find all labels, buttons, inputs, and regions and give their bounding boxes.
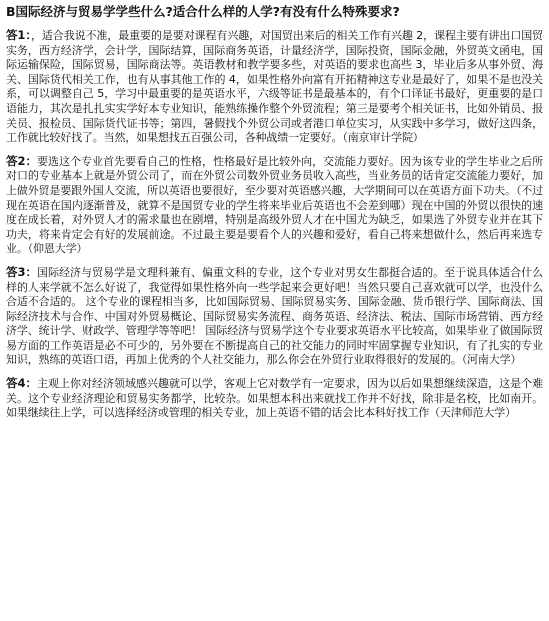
page-title: B国际经济与贸易学学些什么?适合什么样的人学?有没有什么特殊要求? bbox=[6, 4, 400, 19]
answer-label: 答2： bbox=[6, 153, 38, 168]
answer-text: 国际经济与贸易学是文理科兼有、偏重文科的专业，这个专业对男女生都挺合适的。至于说具体适合什么样的人来学就不怎么好说了，我觉得如果性格外向一些学起来会更好吧！当然只要自己喜欢就可以学，也没什么合适不合适的。 这个专业的课程相当多，比如国际贸易、国际贸易实务、国际金融、货币银行学、国际商法、国际经济技术与合作、中国对外贸易概论、国际贸易实务流程、商务英语、经济法、税法、国际市场营销、西方经济学、统计学、财政学、管理学等等吧！ 国际经济与贸易学这个专业要求英语水平比较高，如果毕业了做国际贸易方面的工作英语是必不可少的，另外要在不断提高自己的社交能力的同时牢固掌握专业知识，有了扎实的专业知识，熟练的英语口语，再加上优秀的个人社交能力，那么你会在外贸行业取得很好的发展的。（河南大学） bbox=[6, 265, 543, 367]
answer-label: 答3： bbox=[6, 264, 38, 279]
answer-4 bbox=[6, 376, 543, 421]
answer-text: 主观上你对经济领域感兴趣就可以学，客观上它对数学有一定要求，因为以后如果想继续深造，这是个难关。这个专业经济理论和贸易实务都学，比较杂。如果想本科出来就找工作并不好找，除非是名校，比如南开。如果继续往上学，可以选择经济或管理的相关专业，加上英语不错的话会比本科好找工作（天津师范大学） bbox=[6, 377, 543, 420]
answer-label: 答1： bbox=[6, 28, 31, 42]
divider bbox=[6, 368, 543, 376]
answer-label: 答4： bbox=[6, 376, 38, 391]
divider bbox=[6, 146, 543, 154]
answer-1 bbox=[6, 28, 543, 146]
answer-text: 要选这个专业首先要看自己的性格，性格最好是比较外向，交流能力要好。因为该专业的学生毕业之后所对口的专业基本上就是外贸公司了，而在外贸公司数外贸业务员收入高些，当业务员的话肯定交流能力要好，加上做外贸是要跟外国人交流，所以英语也要很好，至少要对英语感兴趣，大学期间可以在英语方面下功夫。（不过现在英语在国内逐渐普及，就算不是国贸专业的学生将来毕业后英语也不会差到哪）现在中国的外贸以很快的速度在成长着，对外贸人才的需求量也在剧增，特别是高级外贸人才在中国尤为缺乏，如果选了外贸专业并在其下功夫，将来肯定会有好的发展前途。不过最主要是要看个人的兴趣和爱好，看自己将来想做什么，然后再来选专业。（仰恩大学） bbox=[6, 154, 543, 256]
answer-text: ，适合我说不准，最重要的是要对课程有兴趣，对国贸出来后的相关工作有兴趣 2，课程主要有讲出口国贸实务，西方经济学，会计学，国际结算，国际商务英语，计量经济学，国际投资，国际金融，外贸英文函电，国际运输保险，国际贸易，国际商法等。英语教材和教学要多些，对英语的要求也高些 3，毕业后多从事外贸、海关、国际货代相关工作，也有从事其他工作的 4，如果性格外向富有开拓精神这专业是最好了，如果不是也没关系，可以调整自己 5，学习中最重要的是英语水平，六级等证书是最基本的，有个口译证书最好，更重要的是口语能力，其次是扎扎实实学好本专业知识，能熟练操作整个外贸流程；第三是要考个相关证书，比如外销员、报关员、报检员、国际货代证书等；第四，暑假找个外贸公司或者港口单位实习，从实践中多学习，做好这四条，工作就比较好找了。当然，如果想找五百强公司，各种战绩一定要好。（南京审计学院） bbox=[6, 29, 543, 145]
divider bbox=[6, 257, 543, 265]
answer-3 bbox=[6, 265, 543, 368]
answer-2 bbox=[6, 154, 543, 257]
